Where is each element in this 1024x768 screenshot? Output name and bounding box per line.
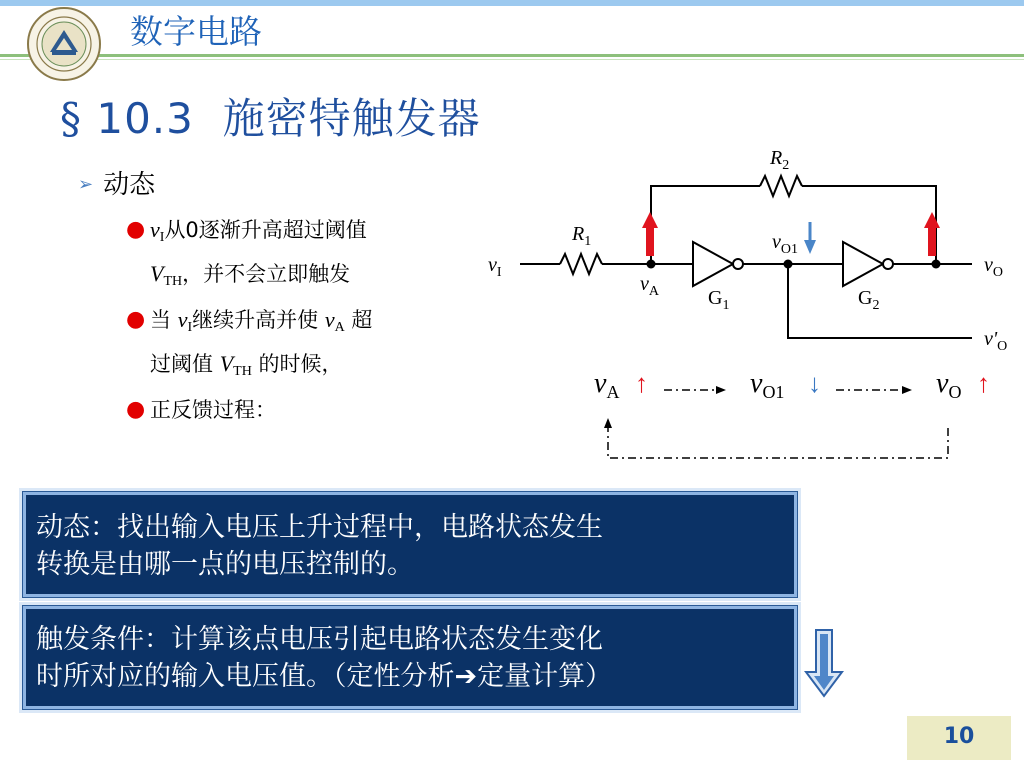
- note-line: [36, 658, 784, 695]
- label-g1: $G_1$: [708, 287, 730, 313]
- down-arrow-icon: [804, 628, 844, 698]
- header-divider: [0, 54, 1024, 57]
- university-seal-icon: [26, 6, 102, 82]
- bullet-text: 过阈值: [150, 352, 213, 376]
- chain-vo1: $v_{O1}$: [750, 368, 785, 402]
- bullet-item-2: [126, 302, 373, 390]
- node-o: [932, 260, 941, 269]
- node-o1: [784, 260, 793, 269]
- bullet-text: 正反馈过程：: [150, 398, 276, 422]
- header-divider-thin: [0, 59, 1024, 60]
- label-va: $v_A$: [640, 273, 660, 299]
- schmitt-trigger-circuit: [480, 140, 1020, 470]
- course-title: 数字电路: [130, 12, 262, 51]
- sub-th: TH: [163, 274, 183, 289]
- var-va: v: [324, 307, 335, 332]
- sub-th: TH: [233, 364, 252, 379]
- chain-up-arrow-2: ↑: [977, 369, 990, 398]
- label-r2: $R_2$: [770, 147, 790, 173]
- slide-title: [60, 86, 481, 146]
- note-text: 时所对应的输入电压值。（定性分析: [36, 661, 455, 692]
- note-line: 转换是由哪一点的电压控制的。: [36, 549, 414, 580]
- bullet-text: 从0逐渐升高超过阈值: [164, 218, 367, 242]
- page-number: 10: [943, 724, 975, 749]
- bullet-text: 超: [351, 308, 373, 332]
- node-a: [647, 260, 656, 269]
- bullet-item-1: [126, 212, 367, 300]
- var-vi: v: [177, 307, 188, 332]
- chain-va: $v_A$: [594, 368, 620, 402]
- label-g2: $G_2$: [858, 287, 880, 313]
- label-vo1: $v_{O1}$: [772, 231, 799, 257]
- sub-i: I: [159, 230, 165, 245]
- bullet-text: ，并不会立即触发: [182, 262, 351, 286]
- bullet-dot: ●: [126, 397, 146, 422]
- level1-label: 动态: [103, 170, 156, 200]
- bullet-text: 当: [150, 308, 171, 332]
- chain-down-arrow: ↓: [808, 369, 821, 398]
- section-number: 10.3: [96, 94, 194, 143]
- level1-item: [78, 164, 155, 201]
- bullet-text: 的时候，: [258, 352, 343, 376]
- label-vi: $v_I$: [488, 254, 502, 280]
- sub-i: I: [187, 320, 193, 335]
- section-title: 施密特触发器: [222, 94, 481, 143]
- chain-up-arrow-1: ↑: [635, 369, 648, 398]
- right-arrow-icon: ➔: [454, 661, 478, 692]
- bullet-dot: ●: [126, 217, 146, 242]
- inverter-g1: [693, 242, 733, 286]
- label-vo-prime: $v'_O$: [984, 328, 1008, 354]
- var-vth: V: [219, 351, 234, 376]
- resistor-r1: [560, 254, 602, 274]
- note-box-dynamic: [23, 492, 797, 597]
- sub-a: A: [334, 320, 345, 335]
- inverter-g2: [843, 242, 883, 286]
- bullet-item-3: [126, 392, 276, 428]
- note-box-trigger-condition: [23, 606, 797, 709]
- label-r1: $R_1$: [572, 223, 592, 249]
- note-line: 触发条件：计算该点电压引起电路状态发生变化: [36, 624, 603, 655]
- red-up-arrow-vo: [924, 212, 940, 256]
- blue-down-arrow-vo1: [804, 222, 816, 254]
- note-line: 动态：找出输入电压上升过程中，电路状态发生: [36, 512, 603, 543]
- resistor-r2: [760, 176, 802, 196]
- note-text: 定量计算）: [477, 661, 613, 692]
- section-symbol: §: [60, 94, 82, 143]
- chain-vo: $v_O$: [936, 368, 962, 402]
- page-number-box: [907, 716, 1011, 760]
- var-vth: V: [150, 261, 164, 286]
- label-vo: $v_O$: [984, 254, 1004, 280]
- var-vi: v: [150, 217, 160, 242]
- red-up-arrow-va: [642, 212, 658, 256]
- bullet-text: 继续升高并使: [192, 308, 319, 332]
- arrowhead-bullet-icon: ➢: [78, 174, 94, 195]
- bullet-dot: ●: [126, 307, 146, 332]
